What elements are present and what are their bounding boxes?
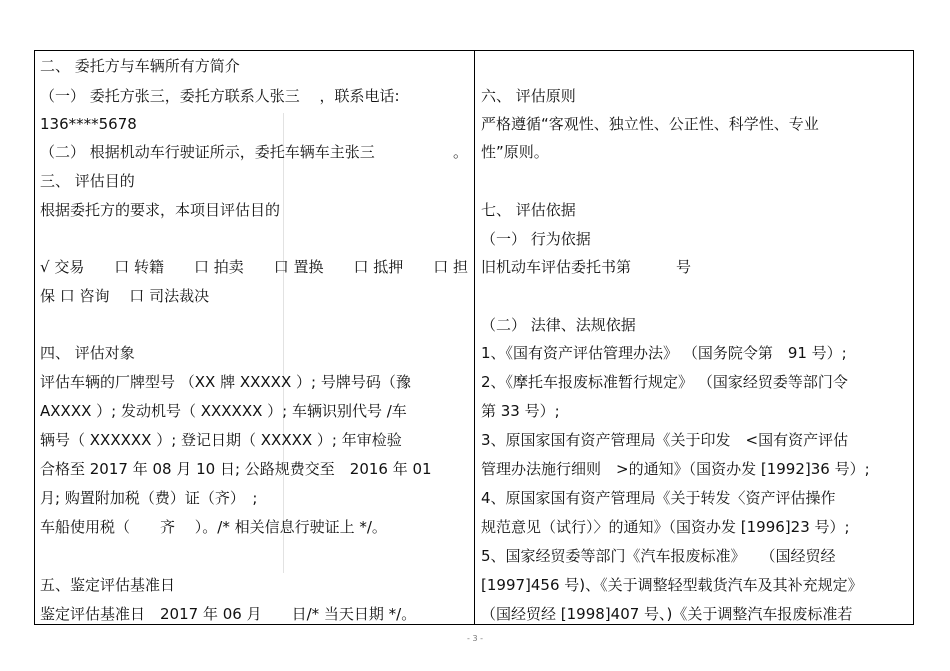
section-heading-2: 二、 委托方与车辆所有方简介 [40,57,240,75]
registration-line: 辆号（ XXXXXX ）; 登记日期（ XXXXX ）; 年审检验 [40,431,402,449]
law-item-4-cont: 规范意见（试行）〉的通知》（国资办发 [1996]23 号）; [481,518,850,536]
page-number: - 3 - [467,634,483,643]
principle-line-2: 性”原则。 [481,143,549,161]
faint-guide-line [283,113,284,573]
option-auction: 口 拍卖 [194,258,244,276]
option-mortgage: 口 抵押 [353,258,404,276]
law-item-4: 4、原国家国有资产管理局《关于转发〈资产评估操作 [481,489,836,507]
basis-heading-1: （一） 行为依据 [481,230,591,248]
law-item-3: 3、原国家国有资产管理局《关于印发 <国有资产评估 [481,431,849,449]
option-transfer: 口 转籍 [114,258,165,276]
section-heading-4: 四、 评估对象 [40,344,135,362]
option-replace: 口 置换 [273,258,324,276]
option-trade: √ 交易 [40,258,85,276]
engine-line: AXXXX ）; 发动机号（ XXXXXX ）; 车辆识别代号 /车 [40,402,407,420]
law-item-1: 1、《国有资产评估管理办法》 （国务院令第 91 号）; [481,344,847,362]
section-heading-7: 七、 评估依据 [481,201,576,219]
purchase-tax-line: 月; 购置附加税（费）证（齐） ; [40,489,258,507]
law-item-3-cont: 管理办法施行细则 >的通知》（国资办发 [1992]36 号）; [481,460,870,478]
inspection-line: 合格至 2017 年 08 月 10 日; 公路规费交至 2016 年 01 [40,460,432,478]
purpose-text: 根据委托方的要求，本项目评估目的 [40,201,281,219]
section-heading-5: 五、鉴定评估基准日 [40,576,176,594]
base-date-line: 鉴定评估基准日 2017 年 06 月 日/* 当天日期 */。 [40,605,417,623]
basis-heading-2: （二） 法律、法规依据 [481,316,636,334]
commission-line: 旧机动车评估委托书第 号 [481,258,692,276]
section-heading-6: 六、 评估原则 [481,87,576,105]
purpose-options-cont: 保 口 咨询 口 司法裁决 [40,287,210,305]
vehicle-tax-line: 车船使用税（ 齐 ）。/* 相关信息行驶证上 */。 [40,518,387,536]
law-item-5-cont-2: （国经贸经 [1998]407 号、)《关于调整汽车报废标准若 [481,605,853,623]
section-heading-3: 三、 评估目的 [40,172,135,190]
law-item-2-cont: 第 33 号）; [481,402,560,420]
vehicle-model-line: 评估车辆的厂牌型号 （XX 牌 XXXXX ）; 号牌号码（豫 [40,373,411,391]
purpose-options [40,255,468,279]
column-divider [474,50,475,625]
law-item-5: 5、国家经贸委等部门《汽车报废标准》 （国经贸经 [481,547,836,565]
law-item-5-cont: [1997]456 号)、《关于调整轻型载货汽车及其补充规定》 [481,576,863,594]
phone-number: 136****5678 [40,115,137,133]
client-line: （一） 委托方张三，委托方联系人张三 ，联系电话: [40,87,400,105]
owner-line: （二） 根据机动车行驶证所示，委托车辆车主张三 。 [40,143,468,161]
principle-line-1: 严格遵循“客观性、独立性、公正性、科学性、专业 [481,115,819,133]
law-item-2: 2、《摩托车报废标准暂行规定》 （国家经贸委等部门令 [481,373,848,391]
option-guarantee: 口 担 [433,258,468,276]
